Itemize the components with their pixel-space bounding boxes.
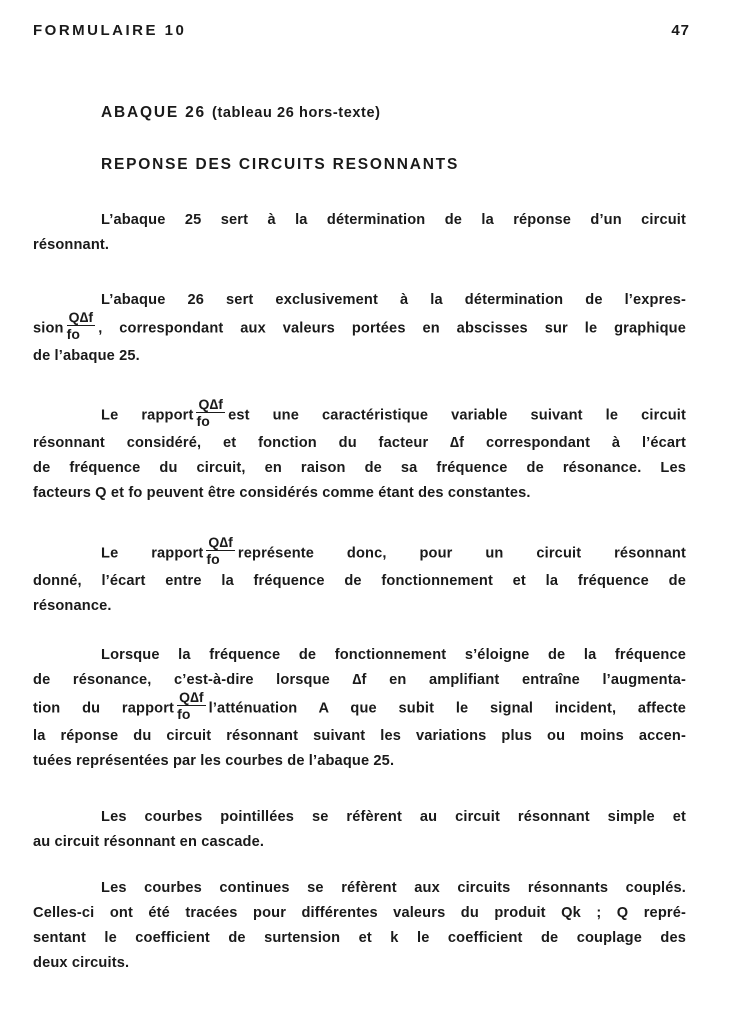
paragraph-7-line-4: deux circuits. <box>33 955 130 971</box>
title-sub: (tableau 26 hors-texte) <box>212 105 381 121</box>
fraction-denominator: fo <box>206 551 220 567</box>
paragraph-5-line-2: de résonance, c’est-à-dire lorsque ∆f en amplifiant entraîne l’augmenta- <box>33 672 686 688</box>
running-header <box>33 22 690 39</box>
paragraph-2 <box>33 288 686 369</box>
section-heading: REPONSE DES CIRCUITS RESONNANTS <box>101 156 460 173</box>
text-fragment: est une caractéristique variable suivant le circuit <box>228 407 686 424</box>
paragraph-7 <box>33 876 686 976</box>
paragraph-5 <box>33 643 686 774</box>
paragraph-3-line-2: résonnant considéré, et fonction du facteur ∆f correspondant à l’écart <box>33 435 686 451</box>
paragraph-7-line-3: sentant le coefficient de surtension et k le coefficient de couplage des <box>33 930 686 946</box>
header-chapter: FORMULAIRE 10 <box>33 22 187 39</box>
paragraph-4-line-2: donné, l’écart entre la fréquence de fonctionnement et la fréquence de <box>33 573 686 589</box>
fraction-numerator: Q∆f <box>208 534 233 550</box>
page-title <box>101 104 381 122</box>
fraction-q-delta-f-over-fo <box>67 310 96 341</box>
paragraph-7-line-1: Les courbes continues se réfèrent aux circuits résonnants couplés. <box>101 880 686 896</box>
paragraph-6-line-1: Les courbes pointillées se réfèrent au circuit résonnant simple et <box>101 809 686 825</box>
paragraph-5-line-4: la réponse du circuit résonnant suivant les variations plus ou moins accen- <box>33 728 686 744</box>
text-fragment: représente donc, pour un circuit résonnant <box>237 545 686 562</box>
paragraph-5-line-3 <box>33 689 687 724</box>
text-fragment: l’atténuation A que subit le signal incident, affecte <box>208 700 687 717</box>
paragraph-2-line-2 <box>33 309 686 344</box>
title-main: ABAQUE 26 <box>101 104 206 121</box>
paragraph-4 <box>33 534 686 619</box>
paragraph-3-line-1 <box>33 396 686 431</box>
paragraph-4-line-3: résonance. <box>33 598 112 614</box>
fraction-numerator: Q∆f <box>68 309 94 325</box>
text-fragment: , correspondant aux valeurs portées en abscisses sur le graphique <box>98 320 686 337</box>
paragraph-6 <box>33 805 686 855</box>
fraction-denominator: fo <box>177 706 191 722</box>
text-fragment: tion du rapport <box>33 700 175 717</box>
fraction-q-delta-f-over-fo <box>206 535 235 566</box>
fraction-denominator: fo <box>196 413 210 429</box>
text-fragment: sion <box>33 320 64 337</box>
fraction-numerator: Q∆f <box>179 689 204 705</box>
fraction-q-delta-f-over-fo <box>196 397 225 428</box>
paragraph-2-line-1: L’abaque 26 sert exclusivement à la détermination de l’expres- <box>101 292 686 308</box>
text-fragment: Le rapport <box>101 407 194 424</box>
paragraph-1 <box>33 208 686 258</box>
paragraph-6-line-2: au circuit résonnant en cascade. <box>33 834 265 850</box>
page-number: 47 <box>671 22 690 39</box>
fraction-q-delta-f-over-fo <box>177 690 206 721</box>
paragraph-2-line-3: de l’abaque 25. <box>33 348 140 364</box>
paragraph-3-line-3: de fréquence du circuit, en raison de sa fréquence de résonance. Les <box>33 460 686 476</box>
paragraph-3-line-4: facteurs Q et fo peuvent être considérés comme étant des constantes. <box>33 485 531 501</box>
text-fragment: Le rapport <box>101 545 204 562</box>
paragraph-1-line-2: résonnant. <box>33 237 110 253</box>
paragraph-5-line-1: Lorsque la fréquence de fonctionnement s’éloigne de la fréquence <box>101 647 686 663</box>
paragraph-7-line-2: Celles-ci ont été tracées pour différentes valeurs du produit Qk ; Q repré- <box>33 905 686 921</box>
paragraph-3 <box>33 396 686 506</box>
fraction-denominator: fo <box>66 326 81 342</box>
paragraph-4-line-1 <box>33 534 686 569</box>
fraction-numerator: Q∆f <box>198 396 224 412</box>
paragraph-5-line-5: tuées représentées par les courbes de l’abaque 25. <box>33 753 395 769</box>
paragraph-1-line-1: L’abaque 25 sert à la détermination de la réponse d’un circuit <box>101 212 686 228</box>
